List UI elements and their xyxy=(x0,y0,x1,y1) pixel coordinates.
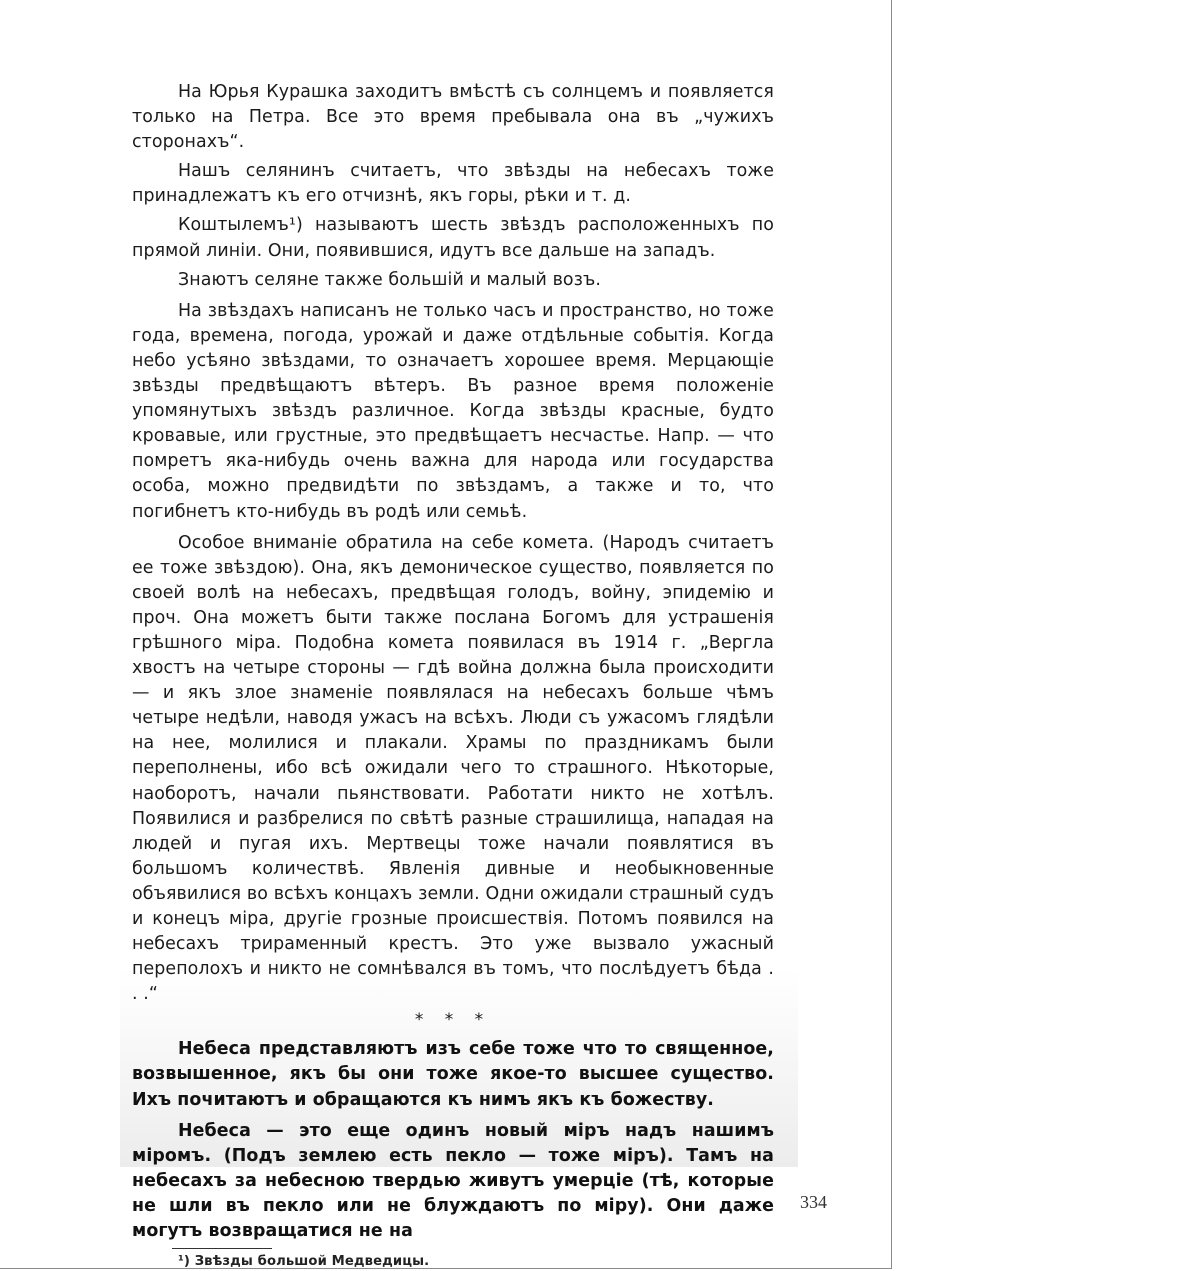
paragraph-1: На Юрья Курашка заходитъ вмѣстѣ съ солнцемъ и появляется только на Петра. Все это время пребывала она въ „чужихъ сторонахъ“. xyxy=(132,82,774,153)
paragraph-7: Небеса представляютъ изъ себе тоже что то священное, возвышенное, якъ бы они тоже якое-то высшее существо. Ихъ почитаютъ и обращаются къ нимъ якъ къ божеству. xyxy=(132,1039,774,1110)
paragraph-6: Особое вниманіе обратила на себе комета. (Народъ считаетъ ее тоже звѣздою). Она, якъ демоническое существо, появляется по своей волѣ на небесахъ, предвѣщая голодъ, войну, эпидемію и проч. Она можетъ быти также послана Богомъ для устрашенія грѣшного міра. Подобна комета появилася въ 1914 г. „Вергла хвостъ на четыре стороны — гдѣ война должна была происходити — и якъ злое знаменіе появлялася на небесахъ больше чѣмъ четыре недѣли, наводя ужасъ на всѣхъ. Люди съ ужасомъ глядѣли на нее, молилися и плакали. Храмы по праздникамъ были переполнены, ибо всѣ ожидали чего то страшного. Нѣкоторые, наоборотъ, начали пьянствовати. Работати никто не хотѣлъ. Появилися и разбрелися по свѣтѣ разные страшилища, нападая на людей и пугая ихъ. Мертвецы тоже начали появлятися въ большомъ количествѣ. Явленія дивные и необыкновенные объявилися во всѣхъ концахъ земли. Одни ожидали страшный судъ и конецъ міра, другіе грозные происшествія. Потомъ появился на небесахъ трираменный крестъ. Это уже вызвало ужасный переполохъ и никто не сомнѣвался въ томъ, что послѣдуетъ бѣда . . .“ xyxy=(132,532,774,1005)
paragraph-8: Небеса — это еще одинъ новый міръ надъ нашимъ міромъ. (Подъ землею есть пекло — тоже міръ). Тамъ на небесахъ за небесною твердью живутъ умерцiе (тѣ, которые не шли въ пекло или не блуждаютъ по міру). Они даже могутъ возвращатися не на xyxy=(132,1120,774,1242)
page-number: 334 xyxy=(800,1192,827,1212)
paragraph-2: Нашъ селянинъ считаетъ, что звѣзды на небесахъ тоже принадлежатъ къ его отчизнѣ, якъ горы, рѣки и т. д. xyxy=(132,161,774,207)
paragraph-4: Знаютъ селяне также большій и малый возъ. xyxy=(178,269,602,290)
bold-section xyxy=(132,1037,774,1244)
paragraph-3: Коштылемъ¹) называютъ шесть звѣздъ расположенныхъ по прямой линіи. Они, появившися, идутъ все дальше на западъ. xyxy=(132,215,774,261)
scanned-page xyxy=(120,60,798,1270)
main-text xyxy=(132,80,774,1271)
footnote: ¹) Звѣзды большой Медведицы. xyxy=(178,1254,430,1270)
asterism-divider: * * * xyxy=(414,1010,492,1031)
footnote-rule xyxy=(172,1248,272,1249)
paragraph-5: На звѣздахъ написанъ не только часъ и пространство, но тоже года, времена, погода, урожай и даже отдѣльные событія. Когда небо усѣяно звѣздами, то означаетъ хорошее время. Мерцающіе звѣзды предвѣщаютъ вѣтеръ. Въ разное время положеніе упомянутыхъ звѣздъ различное. Когда звѣзды красные, будто кровавые, или грустные, это предвѣщаетъ несчастье. Напр. — что помретъ яка-нибудь очень важна для народа или государства особа, можно предвидѣти по звѣздамъ, а также и то, что погибнетъ кто-нибудь въ родѣ или семьѣ. xyxy=(132,300,774,522)
